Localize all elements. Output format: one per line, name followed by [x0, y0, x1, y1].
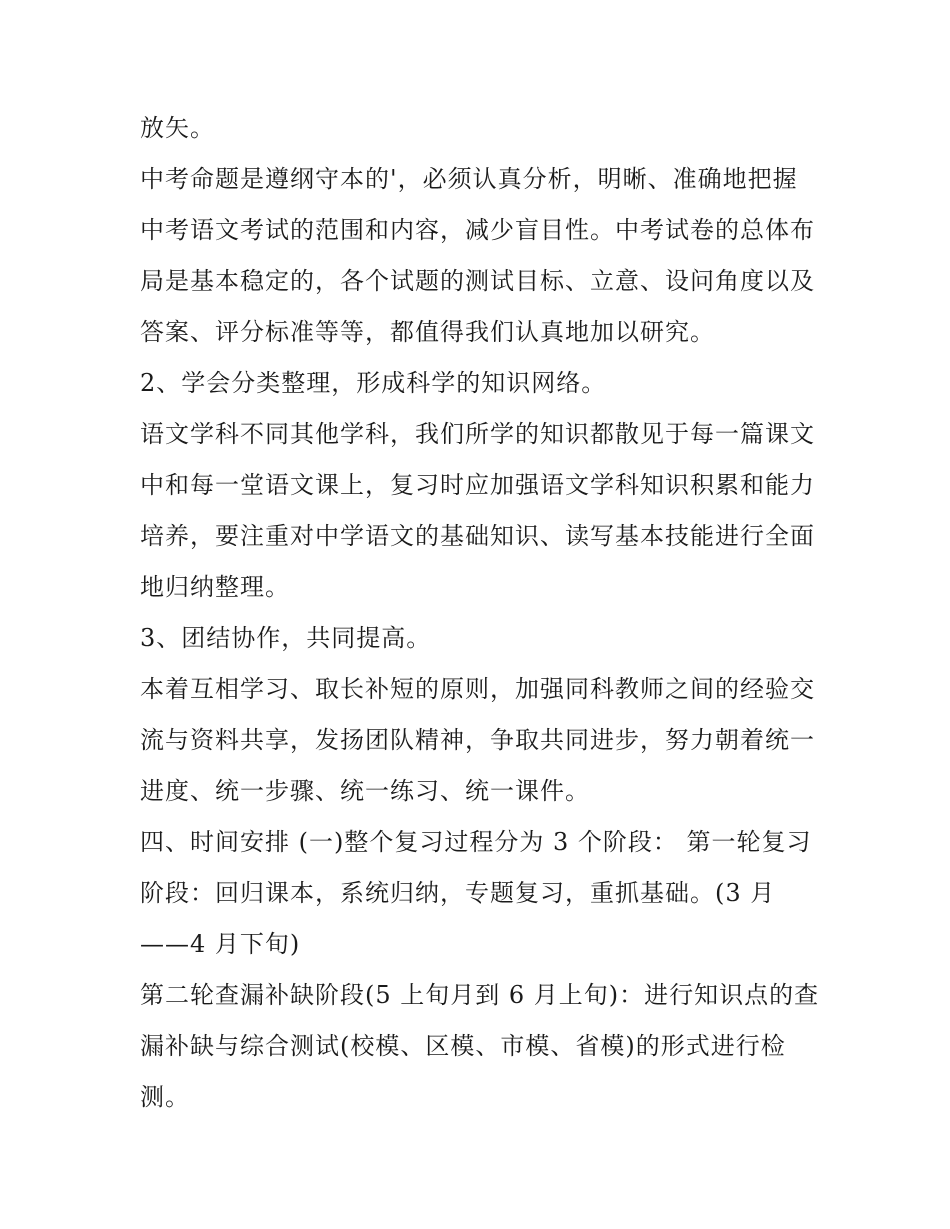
text-line: 进度、统一步骤、统一练习、统一课件。	[140, 777, 590, 805]
text-line: 放矢。	[140, 114, 215, 142]
text-line: 漏补缺与综合测试(校模、区模、市模、省模)的形式进行检	[140, 1032, 786, 1060]
text-line: 局是基本稳定的，各个试题的测试目标、立意、设问角度以及	[140, 267, 815, 295]
text-line: 地归纳整理。	[140, 573, 290, 601]
section-heading: 四、时间安排 (一)整个复习过程分为 3 个阶段： 第一轮复习	[140, 828, 812, 856]
text-line: 流与资料共享，发扬团队精神，争取共同进步，努力朝着统一	[140, 726, 815, 754]
text-line: 中考命题是遵纲守本的'，必须认真分析，明晰、准确地把握	[140, 165, 798, 193]
text-line: 培养，要注重对中学语文的基础知识、读写基本技能进行全面	[140, 522, 815, 550]
text-line: 本着互相学习、取长补短的原则，加强同科教师之间的经验交	[140, 675, 815, 703]
text-line: 阶段：回归课本，系统归纳，专题复习，重抓基础。(3 月	[140, 879, 776, 907]
section-heading: 2、学会分类整理，形成科学的知识网络。	[140, 369, 607, 397]
section-heading: 3、团结协作，共同提高。	[140, 624, 432, 652]
text-line: 语文学科不同其他学科，我们所学的知识都散见于每一篇课文	[140, 420, 815, 448]
text-line: 答案、评分标准等等，都值得我们认真地加以研究。	[140, 318, 715, 346]
text-line: ——4 月下旬)	[140, 930, 301, 958]
text-line: 中考语文考试的范围和内容，减少盲目性。中考试卷的总体布	[140, 216, 815, 244]
text-line: 第二轮查漏补缺阶段(5 上旬月到 6 月上旬)：进行知识点的查	[140, 981, 820, 1009]
text-line: 中和每一堂语文课上，复习时应加强语文学科知识积累和能力	[140, 471, 815, 499]
text-line: 测。	[140, 1083, 190, 1111]
